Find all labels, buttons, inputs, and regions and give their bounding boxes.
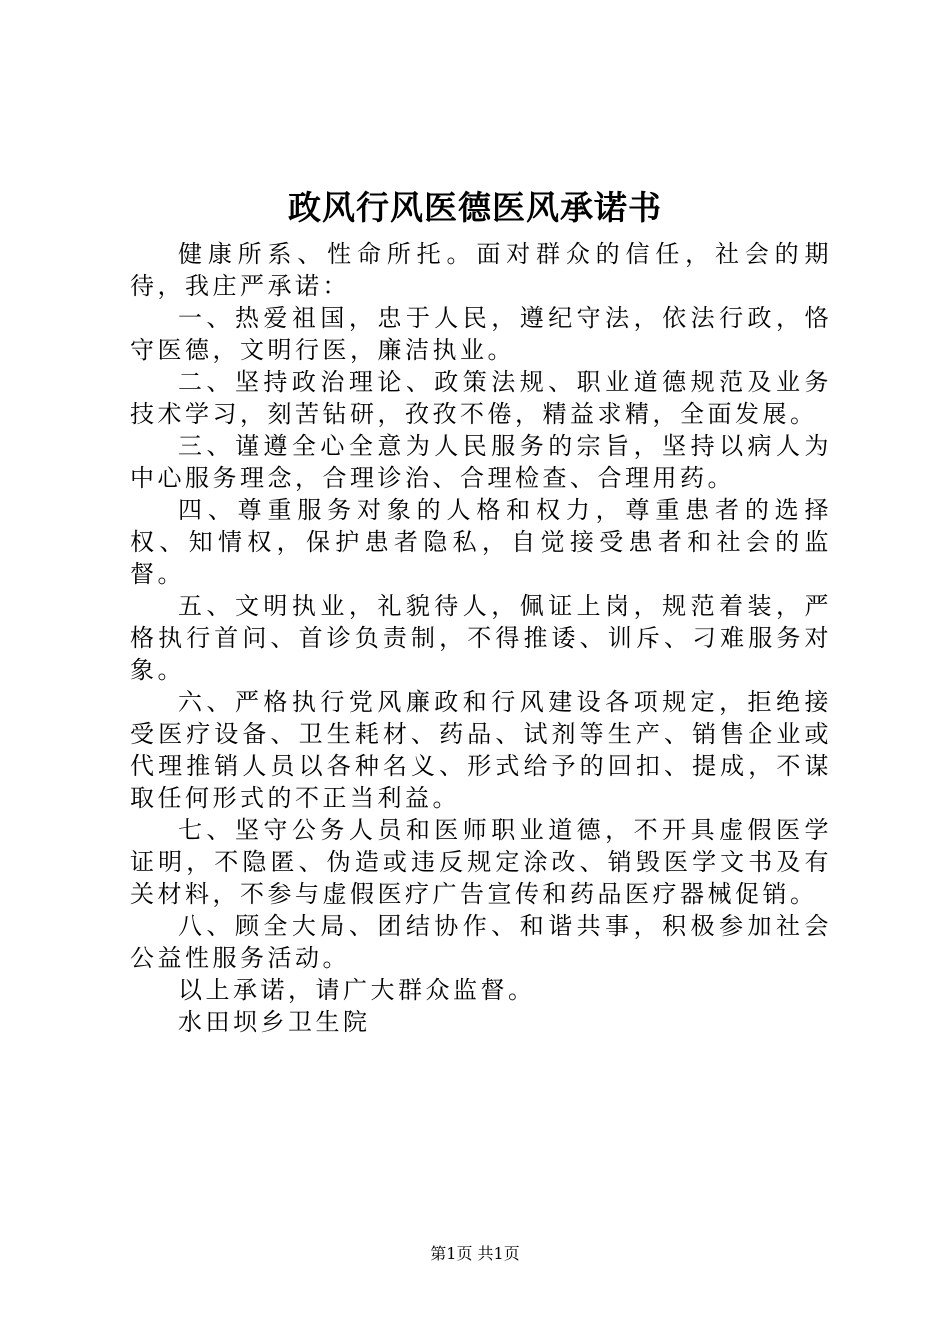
paragraph-pledge-2: 二、坚持政治理论、政策法规、职业道德规范及业务技术学习，刻苦钻研，孜孜不倦，精益求精，全面发展。	[130, 368, 832, 428]
paragraph-preamble: 健康所系、性命所托。面对群众的信任，社会的期待，我庄严承诺：	[130, 240, 832, 300]
paragraph-pledge-8: 八、顾全大局、团结协作、和谐共事，积极参加社会公益性服务活动。	[130, 912, 832, 972]
paragraph-pledge-3: 三、谨遵全心全意为人民服务的宗旨，坚持以病人为中心服务理念，合理诊治、合理检查、合理用药。	[130, 432, 832, 492]
paragraph-pledge-7: 七、坚守公务人员和医师职业道德，不开具虚假医学证明，不隐匿、伪造或违反规定涂改、销毁医学文书及有关材料，不参与虚假医疗广告宣传和药品医疗器械促销。	[130, 816, 832, 908]
paragraph-pledge-1: 一、热爱祖国，忠于人民，遵纪守法，依法行政，恪守医德，文明行医，廉洁执业。	[130, 304, 832, 364]
paragraph-pledge-6: 六、严格执行党风廉政和行风建设各项规定，拒绝接受医疗设备、卫生耗材、药品、试剂等生产、销售企业或代理推销人员以各种名义、形式给予的回扣、提成，不谋取任何形式的不正当利益。	[130, 688, 832, 812]
document-body	[130, 238, 832, 1038]
paragraph-pledge-4: 四、尊重服务对象的人格和权力，尊重患者的选择权、知情权，保护患者隐私，自觉接受患者和社会的监督。	[130, 496, 832, 588]
signature-organization: 水田坝乡卫生院	[178, 1008, 371, 1036]
page-number-footer: 第1页 共1页	[430, 1244, 520, 1263]
document-title: 政风行风医德医风承诺书	[288, 188, 662, 227]
paragraph-closing: 以上承诺，请广大群众监督。	[178, 976, 536, 1004]
paragraph-pledge-5: 五、文明执业，礼貌待人，佩证上岗，规范着装，严格执行首问、首诊负责制，不得推诿、训斥、刁难服务对象。	[130, 592, 832, 684]
